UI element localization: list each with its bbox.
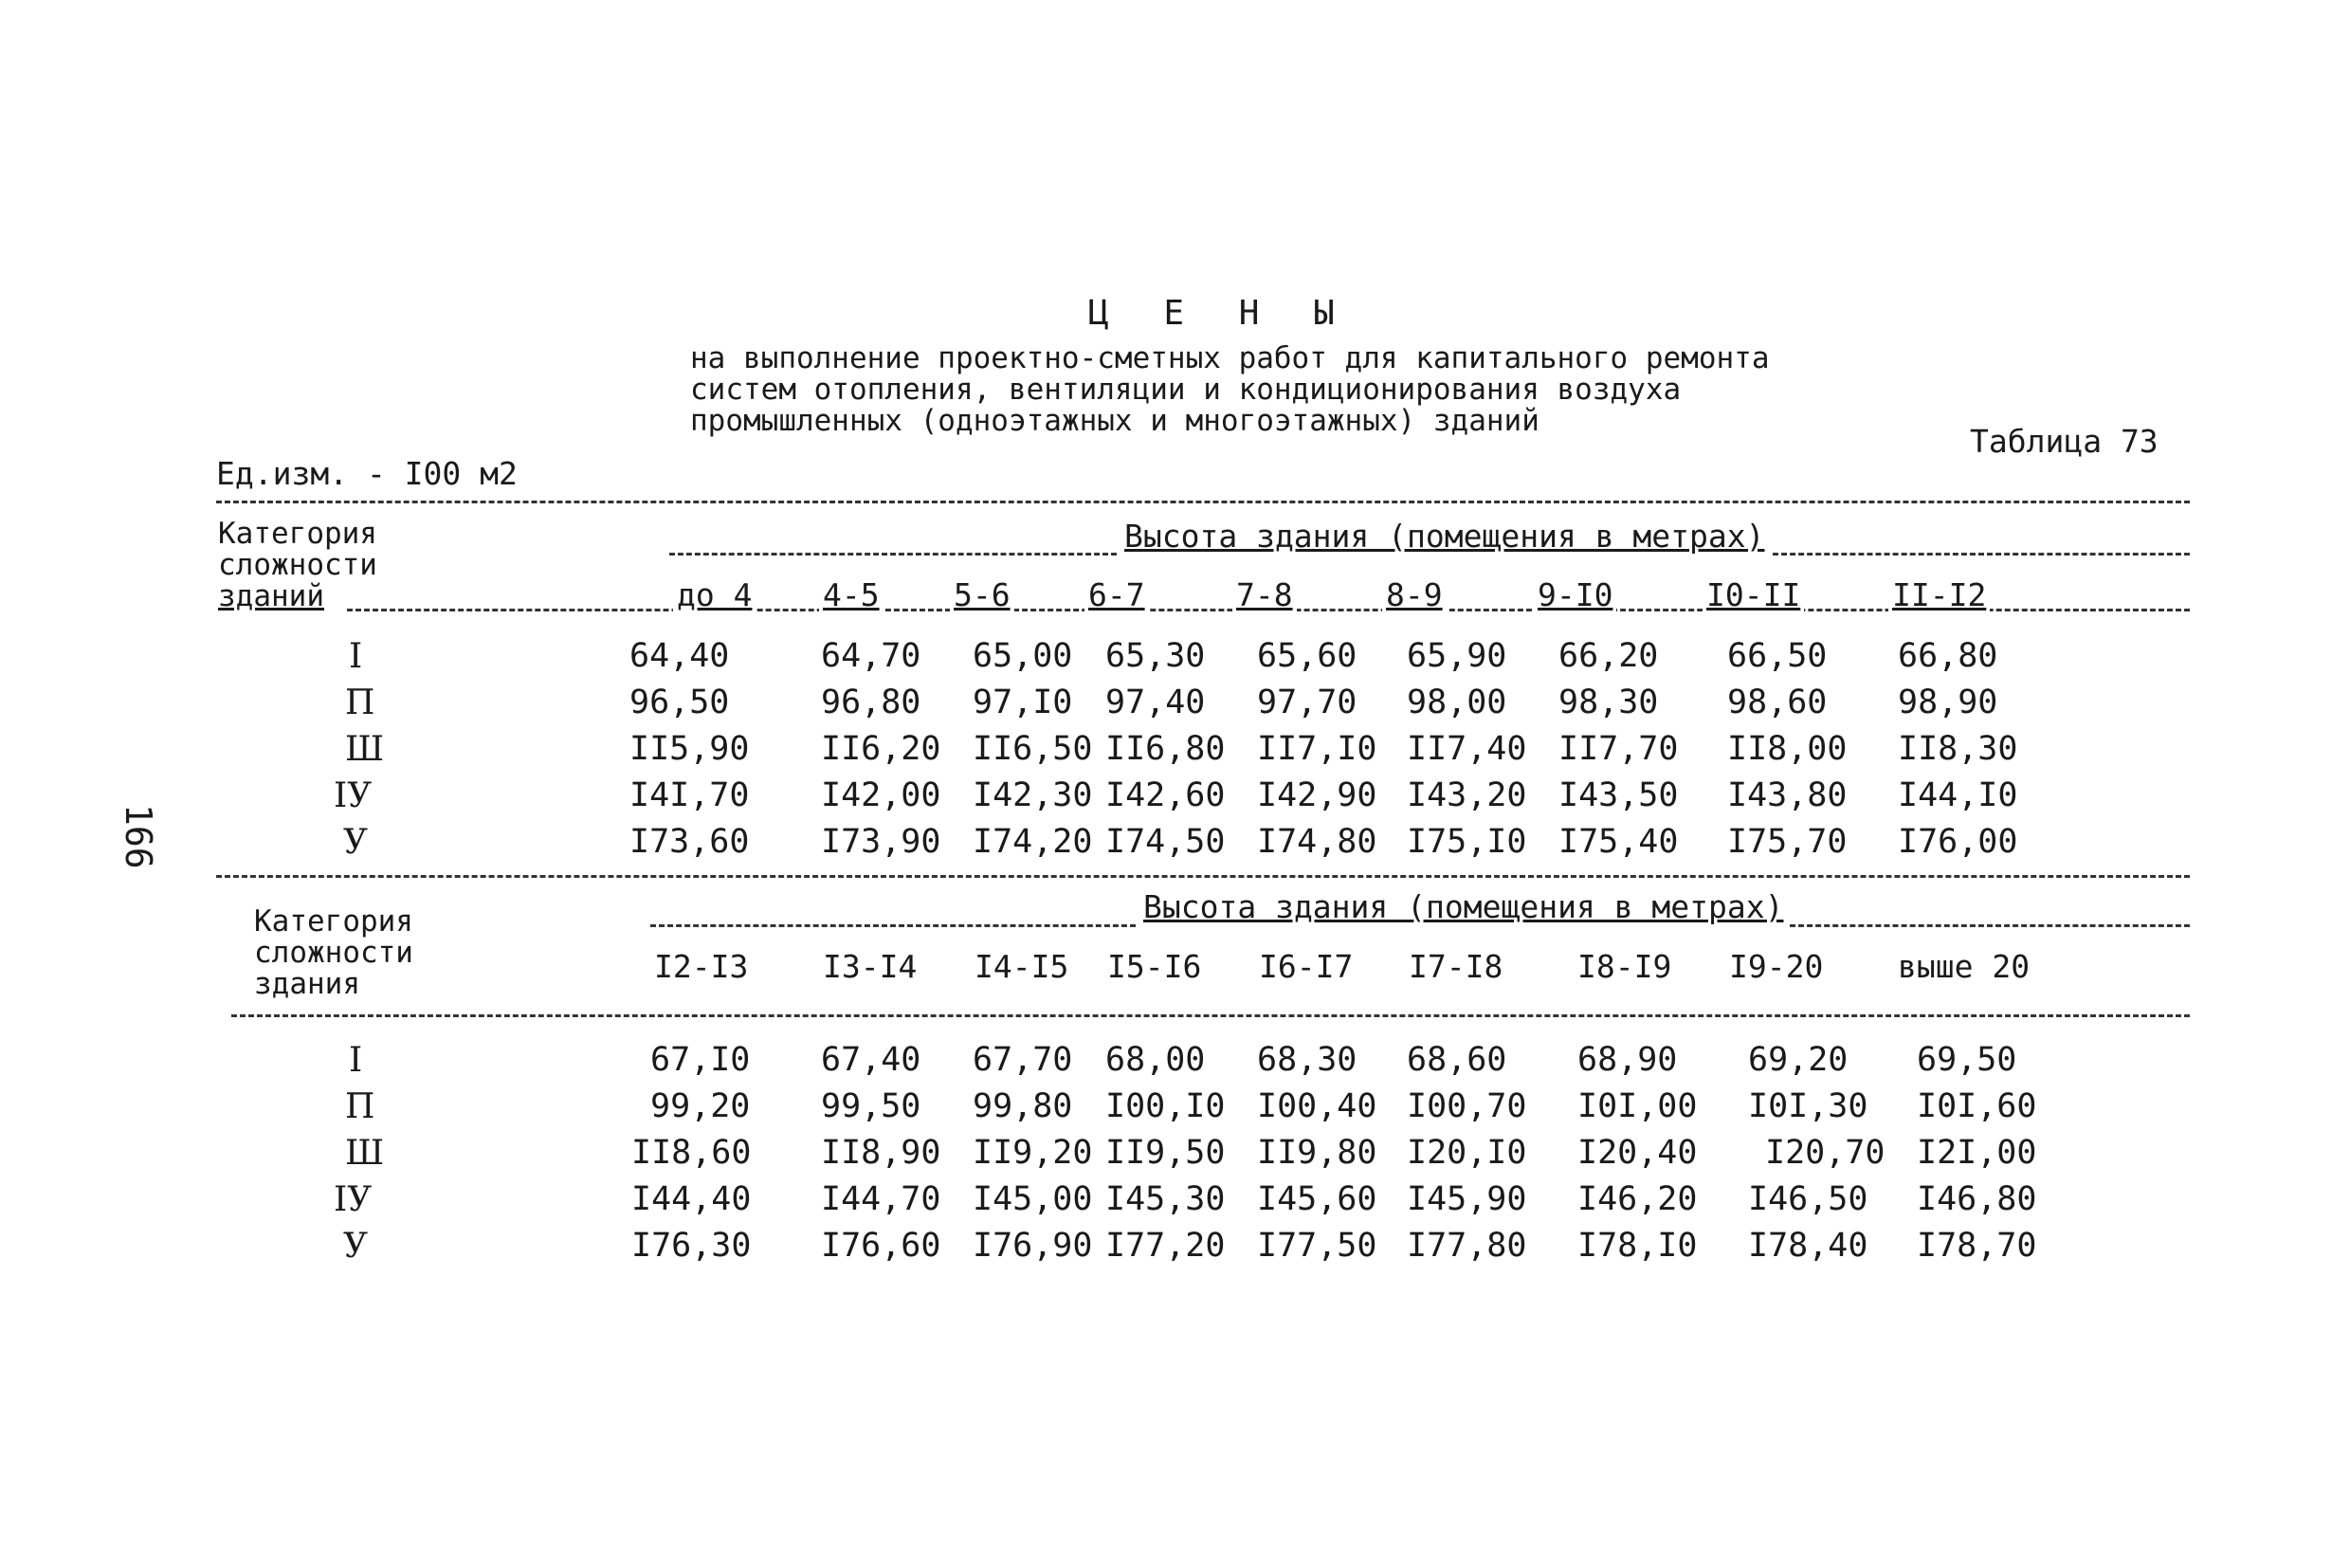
table-cell: 69,50	[1917, 1041, 2017, 1079]
table-2-category-header-line-2: сложности	[254, 936, 413, 970]
table-cell: I75,40	[1558, 823, 1679, 861]
table-1-col-header: I0-II	[1703, 576, 1804, 613]
table-1-top-rule	[216, 501, 2190, 503]
table-1-col-header: 6-7	[1084, 576, 1149, 613]
table-cell: I44,I0	[1898, 776, 2018, 814]
table-cell: I0I,60	[1917, 1087, 2037, 1125]
table-cell: 66,20	[1558, 637, 1659, 675]
table-2-col-header: I6-I7	[1259, 948, 1354, 985]
table-1-col-header: 8-9	[1382, 576, 1447, 613]
table-cell: II8,00	[1727, 730, 1848, 768]
table-2-span-header: Высота здания (помещения в метрах)	[1143, 888, 1784, 925]
table-1-col-header: 5-6	[950, 576, 1014, 613]
table-cell: I20,40	[1577, 1134, 1698, 1172]
table-cell: I00,I0	[1105, 1087, 1226, 1125]
table-cell: I0I,30	[1748, 1087, 1868, 1125]
table-cell: 65,60	[1257, 637, 1357, 675]
row-label: П	[345, 684, 375, 722]
table-2-col-header: I7-I8	[1409, 948, 1503, 985]
table-cell: 69,20	[1748, 1041, 1849, 1079]
row-label: Ш	[345, 1134, 385, 1173]
table-2-category-header-line-1: Категория	[254, 904, 413, 939]
table-cell: I20,I0	[1407, 1134, 1527, 1172]
table-cell: I00,40	[1257, 1087, 1377, 1125]
table-cell: II8,60	[631, 1134, 752, 1172]
table-cell: II7,70	[1558, 730, 1679, 768]
table-cell: 68,60	[1407, 1041, 1507, 1079]
table-1-span-rule-left	[669, 553, 1117, 556]
table-cell: I46,50	[1748, 1180, 1868, 1218]
table-cell: I45,30	[1105, 1180, 1226, 1218]
table-2-top-rule	[216, 875, 2190, 878]
table-cell: 99,80	[973, 1087, 1073, 1125]
subtitle-line-2: систем отопления, вентиляции и кондиционирования воздуха	[690, 373, 1682, 407]
table-cell: 96,50	[629, 684, 730, 721]
table-cell: 64,70	[821, 637, 921, 675]
table-cell: I75,I0	[1407, 823, 1527, 861]
table-cell: I77,20	[1105, 1227, 1226, 1265]
table-cell: I73,90	[821, 823, 941, 861]
table-2-span-rule-left	[650, 924, 1136, 927]
table-1-col-header: 9-I0	[1534, 576, 1616, 613]
table-cell: 65,90	[1407, 637, 1507, 675]
table-cell: II7,I0	[1257, 730, 1377, 768]
unit-of-measure: Ед.изм. - I00 м2	[216, 455, 518, 492]
table-cell: 65,30	[1105, 637, 1206, 675]
table-cell: II9,80	[1257, 1134, 1377, 1172]
table-cell: II9,20	[973, 1134, 1093, 1172]
table-cell: 98,30	[1558, 684, 1659, 721]
table-cell: I78,40	[1748, 1227, 1868, 1265]
table-cell: 97,40	[1105, 684, 1206, 721]
table-cell: I46,80	[1917, 1180, 2037, 1218]
table-cell: 96,80	[821, 684, 921, 721]
table-cell: II6,80	[1105, 730, 1226, 768]
row-label: Ш	[345, 730, 385, 769]
table-cell: 67,70	[973, 1041, 1073, 1079]
table-cell: 97,70	[1257, 684, 1357, 721]
table-cell: I45,60	[1257, 1180, 1377, 1218]
table-cell: 98,00	[1407, 684, 1507, 721]
table-cell: 68,90	[1577, 1041, 1678, 1079]
page-number: 166	[118, 804, 159, 869]
table-cell: I74,80	[1257, 823, 1377, 861]
table-cell: II8,30	[1898, 730, 2018, 768]
table-cell: I75,70	[1727, 823, 1848, 861]
table-cell: I77,50	[1257, 1227, 1377, 1265]
table-cell: I42,60	[1105, 776, 1226, 814]
table-2-col-header: I5-I6	[1107, 948, 1202, 985]
table-cell: II7,40	[1407, 730, 1527, 768]
row-label: IУ	[334, 776, 373, 815]
table-cell: II6,50	[973, 730, 1093, 768]
row-label: П	[345, 1087, 375, 1126]
table-cell: 64,40	[629, 637, 730, 675]
table-cell: I20,70	[1765, 1134, 1885, 1172]
table-2-col-header: I9-20	[1729, 948, 1824, 985]
table-cell: 66,50	[1727, 637, 1828, 675]
row-label: У	[343, 1227, 369, 1266]
table-1-span-header: Высота здания (помещения в метрах)	[1124, 518, 1765, 555]
table-cell: I76,90	[973, 1227, 1093, 1265]
table-2-col-header: I3-I4	[823, 948, 918, 985]
table-cell: I42,30	[973, 776, 1093, 814]
table-cell: 68,30	[1257, 1041, 1357, 1079]
table-cell: I4I,70	[629, 776, 750, 814]
table-cell: I43,80	[1727, 776, 1848, 814]
table-cell: I45,00	[973, 1180, 1093, 1218]
table-cell: 66,80	[1898, 637, 1998, 675]
table-1-col-header: II-I2	[1888, 576, 1990, 613]
table-cell: 99,20	[650, 1087, 751, 1125]
table-cell: I46,20	[1577, 1180, 1698, 1218]
table-1-category-header-line-3: зданий	[218, 579, 324, 613]
table-2-span-rule-right	[1790, 924, 2190, 927]
table-2-col-header: выше 20	[1898, 948, 2031, 985]
row-label: I	[349, 1041, 363, 1080]
table-2-col-header: I4-I5	[975, 948, 1069, 985]
table-cell: 65,00	[973, 637, 1073, 675]
table-cell: I00,70	[1407, 1087, 1527, 1125]
table-1-col-header: 7-8	[1232, 576, 1297, 613]
table-cell: I44,40	[631, 1180, 752, 1218]
table-cell: I42,90	[1257, 776, 1377, 814]
table-cell: I78,70	[1917, 1227, 2037, 1265]
table-1-category-header-line-2: сложности	[218, 548, 377, 582]
table-2-category-header-line-3: здания	[254, 967, 360, 1001]
table-cell: I73,60	[629, 823, 750, 861]
table-cell: I77,80	[1407, 1227, 1527, 1265]
table-cell: I74,50	[1105, 823, 1226, 861]
table-number: Таблица 73	[1970, 423, 2159, 460]
table-2-col-header: I2-I3	[654, 948, 749, 985]
subtitle-line-1: на выполнение проектно-сметных работ для капитального ремонта	[690, 341, 1770, 375]
row-label: IУ	[334, 1180, 373, 1219]
table-cell: 98,90	[1898, 684, 1998, 721]
table-1-span-rule-right	[1773, 553, 2190, 556]
table-2-col-header: I8-I9	[1577, 948, 1672, 985]
table-1-category-header-line-1: Категория	[218, 517, 377, 551]
table-cell: I74,20	[973, 823, 1093, 861]
table-cell: 67,40	[821, 1041, 921, 1079]
row-label: У	[343, 823, 369, 862]
table-cell: II8,90	[821, 1134, 941, 1172]
table-cell: I76,60	[821, 1227, 941, 1265]
table-cell: I45,90	[1407, 1180, 1527, 1218]
table-cell: I43,20	[1407, 776, 1527, 814]
row-label: I	[349, 637, 363, 676]
table-cell: I2I,00	[1917, 1134, 2037, 1172]
table-cell: I78,I0	[1577, 1227, 1698, 1265]
table-cell: I44,70	[821, 1180, 941, 1218]
table-cell: II5,90	[629, 730, 750, 768]
table-cell: I76,00	[1898, 823, 2018, 861]
table-2-header-rule	[231, 1014, 2190, 1017]
table-cell: II9,50	[1105, 1134, 1226, 1172]
document-title: Ц Е Н Ы	[1088, 294, 1352, 333]
table-cell: 67,I0	[650, 1041, 751, 1079]
table-cell: II6,20	[821, 730, 941, 768]
table-cell: I42,00	[821, 776, 941, 814]
table-cell: I0I,00	[1577, 1087, 1698, 1125]
table-cell: 97,I0	[973, 684, 1073, 721]
table-cell: 99,50	[821, 1087, 921, 1125]
table-cell: 98,60	[1727, 684, 1828, 721]
table-cell: I76,30	[631, 1227, 752, 1265]
subtitle-line-3: промышленных (одноэтажных и многоэтажных) зданий	[690, 404, 1539, 438]
table-1-col-header: 4-5	[819, 576, 884, 613]
table-cell: 68,00	[1105, 1041, 1206, 1079]
table-1-col-header: до 4	[673, 576, 756, 613]
table-cell: I43,50	[1558, 776, 1679, 814]
